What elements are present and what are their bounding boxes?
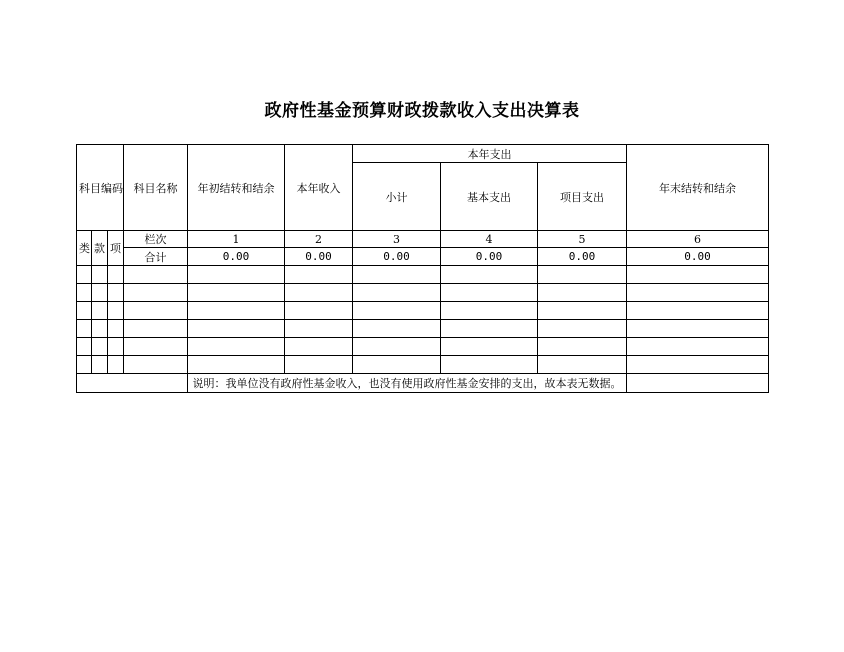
table-row [77,320,769,338]
cell-end-balance [627,320,769,338]
total-subtotal: 0.00 [353,248,441,266]
cell-income [285,338,353,356]
cell-item [108,320,124,338]
column-number-3: 3 [353,231,441,248]
table-row [77,338,769,356]
header-category: 类 [77,231,92,266]
cell-basic [441,356,538,374]
cell-subject-name [124,284,188,302]
cell-item [108,302,124,320]
budget-table [76,144,769,393]
cell-project [538,284,627,302]
table-row [77,302,769,320]
cell-begin-balance [188,302,285,320]
cell-end-balance [627,284,769,302]
cell-begin-balance [188,284,285,302]
header-income: 本年收入 [285,145,353,231]
cell-item [108,266,124,284]
cell-income [285,266,353,284]
header-section: 款 [92,231,108,266]
table-row [77,284,769,302]
cell-section [92,356,108,374]
cell-subject-name [124,302,188,320]
column-number-5: 5 [538,231,627,248]
header-basic: 基本支出 [441,163,538,231]
cell-income [285,356,353,374]
cell-section [92,338,108,356]
total-project: 0.00 [538,248,627,266]
column-number-1: 1 [188,231,285,248]
total-basic: 0.00 [441,248,538,266]
cell-category [77,320,92,338]
total-label: 合计 [124,248,188,266]
cell-subject-name [124,338,188,356]
cell-end-balance [627,338,769,356]
cell-income [285,284,353,302]
cell-section [92,266,108,284]
cell-item [108,338,124,356]
column-number-4: 4 [441,231,538,248]
cell-section [92,284,108,302]
note-text: 说明：我单位没有政府性基金收入，也没有使用政府性基金安排的支出，故本表无数据。 [188,374,627,393]
cell-begin-balance [188,338,285,356]
cell-basic [441,302,538,320]
cell-begin-balance [188,356,285,374]
cell-category [77,284,92,302]
total-begin-balance: 0.00 [188,248,285,266]
column-number-2: 2 [285,231,353,248]
cell-subtotal [353,302,441,320]
header-subtotal: 小计 [353,163,441,231]
column-number-6: 6 [627,231,769,248]
cell-section [92,302,108,320]
cell-subject-name [124,320,188,338]
header-subject-code: 科目编码 [77,145,124,231]
note-end-cell [627,374,769,393]
cell-category [77,356,92,374]
cell-subtotal [353,284,441,302]
cell-category [77,266,92,284]
cell-section [92,320,108,338]
header-subject-name: 科目名称 [124,145,188,231]
cell-income [285,320,353,338]
cell-subtotal [353,266,441,284]
total-end-balance: 0.00 [627,248,769,266]
table-title: 政府性基金预算财政拨款收入支出决算表 [264,101,580,121]
cell-item [108,284,124,302]
cell-project [538,266,627,284]
header-begin-balance: 年初结转和结余 [188,145,285,231]
cell-subtotal [353,338,441,356]
note-row [77,374,769,393]
total-row [77,248,769,266]
cell-end-balance [627,302,769,320]
header-row-1 [77,145,769,163]
cell-project [538,320,627,338]
total-income: 0.00 [285,248,353,266]
cell-category [77,338,92,356]
cell-subtotal [353,320,441,338]
cell-project [538,302,627,320]
cell-item [108,356,124,374]
header-expenditure-group: 本年支出 [353,145,627,163]
cell-begin-balance [188,266,285,284]
column-index-row [77,231,769,248]
header-end-balance: 年末结转和结余 [627,145,769,231]
cell-basic [441,266,538,284]
cell-income [285,302,353,320]
note-spacer-cell [77,374,188,393]
table-row [77,356,769,374]
cell-end-balance [627,356,769,374]
cell-basic [441,284,538,302]
header-item: 项 [108,231,124,266]
cell-project [538,338,627,356]
cell-begin-balance [188,320,285,338]
cell-project [538,356,627,374]
table-row [77,266,769,284]
cell-subject-name [124,356,188,374]
cell-basic [441,338,538,356]
cell-end-balance [627,266,769,284]
cell-basic [441,320,538,338]
cell-subtotal [353,356,441,374]
header-project: 项目支出 [538,163,627,231]
cell-subject-name [124,266,188,284]
cell-category [77,302,92,320]
column-index-label: 栏次 [124,231,188,248]
